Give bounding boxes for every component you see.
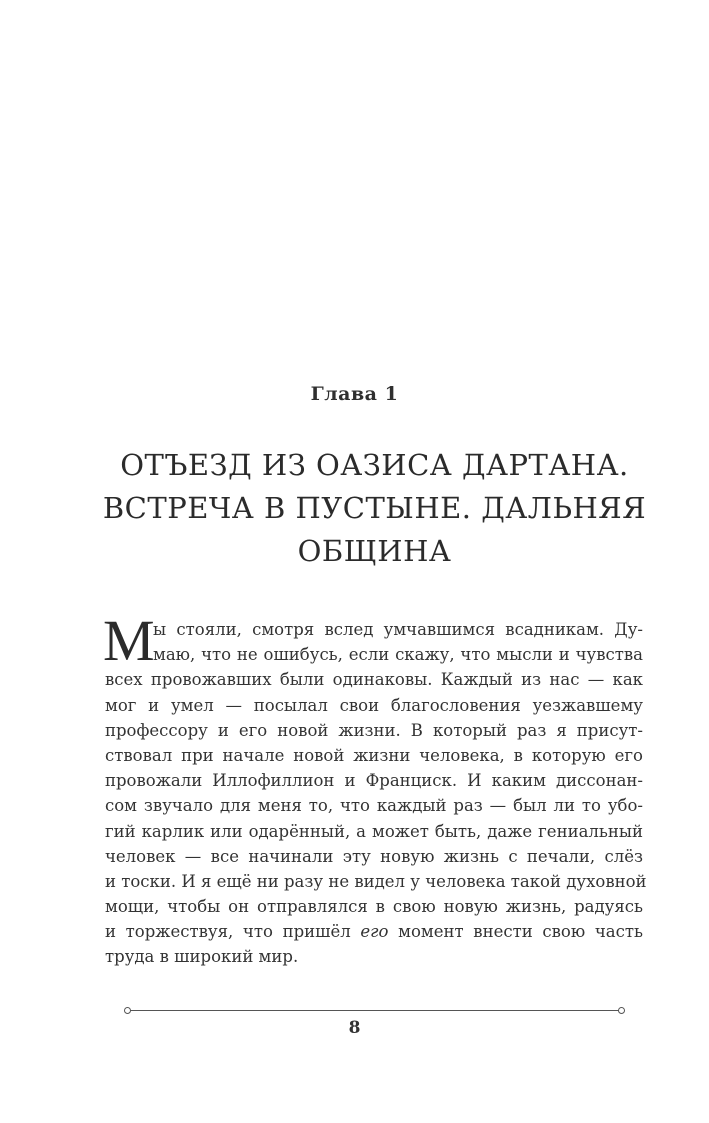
text-segment: и торжествуя, что пришёл — [105, 922, 361, 942]
chapter-label: Глава 1 — [310, 383, 399, 405]
text-line: труда в широкий мир. — [105, 947, 299, 967]
body-paragraph — [105, 617, 647, 970]
rule-end-circle-icon — [618, 1007, 625, 1014]
text-line: сом звучало для меня то, что каждый раз — был ли то убо- — [105, 796, 643, 816]
text-line: провожали Иллофиллион и Франциск. И каким диссонан- — [105, 771, 643, 791]
text-line: мог и умел — посылал свои благословения уезжавшему — [105, 695, 643, 715]
chapter-title — [60, 444, 689, 573]
text-line: мощи, чтобы он отправлялся в свою новую жизнь, радуясь — [105, 897, 643, 917]
text-line: всех провожавших были одинаковы. Каждый из нас — как — [105, 670, 643, 690]
text-line: ы стояли, смотря вслед умчавшимся всадникам. Ду- — [153, 620, 643, 639]
footer-rule — [130, 1010, 620, 1011]
text-segment: момент внести свою часть — [388, 922, 643, 942]
chapter-title-line: ВСТРЕЧА В ПУСТЫНЕ. ДАЛЬНЯЯ — [102, 491, 647, 525]
page-number: 8 — [348, 1018, 361, 1038]
text-line: профессору и его новой жизни. В который раз я присут- — [105, 720, 643, 740]
drop-cap: М — [103, 608, 155, 673]
chapter-title-line: ОТЪЕЗД ИЗ ОАЗИСА ДАРТАНА. — [120, 448, 629, 482]
chapter-title-line: ОБЩИНА — [297, 534, 452, 568]
italic-word: его — [360, 922, 389, 942]
text-line: и тоски. И я ещё ни разу не видел у человека такой духовной — [105, 871, 647, 891]
text-line: человек — все начинали эту новую жизнь с печали, слёз — [105, 846, 643, 866]
text-line: маю, что не ошибусь, если скажу, что мысли и чувства — [153, 645, 643, 665]
text-line: ствовал при начале новой жизни человека, в которую его — [105, 745, 643, 765]
text-line: гий карлик или одарённый, а может быть, даже гениальный — [105, 821, 643, 841]
rule-end-circle-icon — [124, 1007, 131, 1014]
text-line — [105, 919, 643, 944]
